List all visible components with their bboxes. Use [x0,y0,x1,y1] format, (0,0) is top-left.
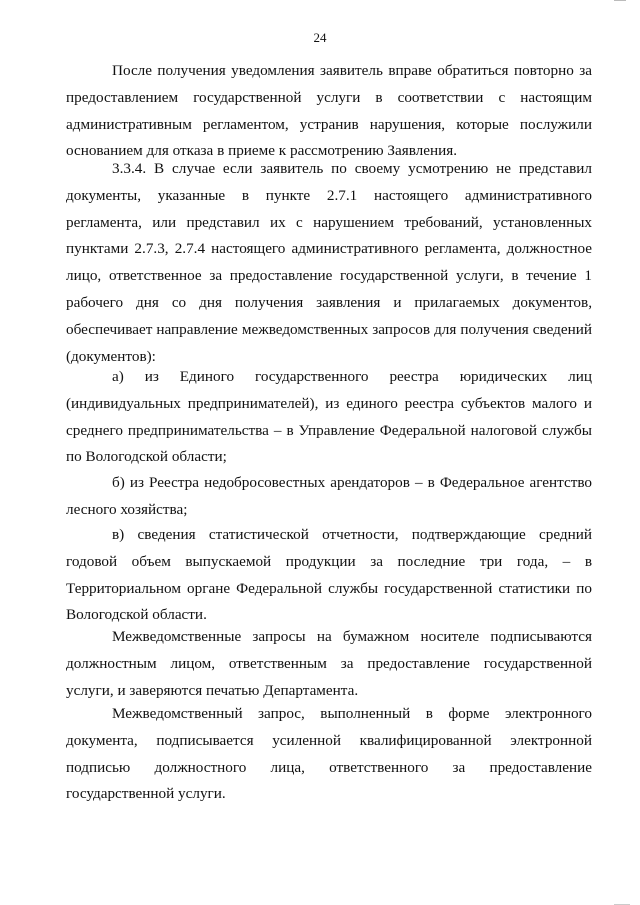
page-number: 24 [313,30,327,45]
list-item-b: б) из Реестра недобросовестных арендаторов – в Федеральное агентство лесного хозяйства; [66,474,592,518]
paragraph-repeat-application: После получения уведомления заявитель вправе обратиться повторно за предоставлением государственной услуги в соответствии с настоящим административным регламентом, устранив нарушения, которые послужили основанием для отказа в приеме к рассмотрению Заявления. [66,62,592,160]
paragraph-paper-requests: Межведомственные запросы на бумажном носителе подписываются должностным лицом, ответственным за предоставление государственной услуги, и заверяются печатью Департамента. [66,628,592,699]
paragraph-3-3-4: 3.3.4. В случае если заявитель по своему усмотрению не представил документы, указанные в пункте 2.7.1 настоящего административного регламента, или представил их с нарушением требований, установленных пунктами 2.7.3, 2.7.4 настоящего административного регламента, должностное лицо, ответственное за предоставление государственной услуги, в течение 1 рабочего дня со дня получения заявления и прилагаемых документов, обеспечивает направление межведомственных запросов для получения сведений (документов): [66,160,592,365]
scan-mark-top [614,0,626,4]
scan-mark-bottom [614,901,630,905]
list-item-v: в) сведения статистической отчетности, подтверждающие средний годовой объем выпускаемой продукции за последние три года, – в Территориальном органе Федеральной службы государственной статистики по Вологодской области. [66,526,592,624]
paragraph-electronic-request: Межведомственный запрос, выполненный в форме электронного документа, подписывается усиленной квалифицированной электронной подписью должностного лица, ответственного за предоставление государственной услуги. [66,705,592,803]
list-item-a: а) из Единого государственного реестра юридических лиц (индивидуальных предпринимателей), из единого реестра субъектов малого и среднего предпринимательства – в Управление Федеральной налоговой службы по Вологодской области; [66,368,592,466]
